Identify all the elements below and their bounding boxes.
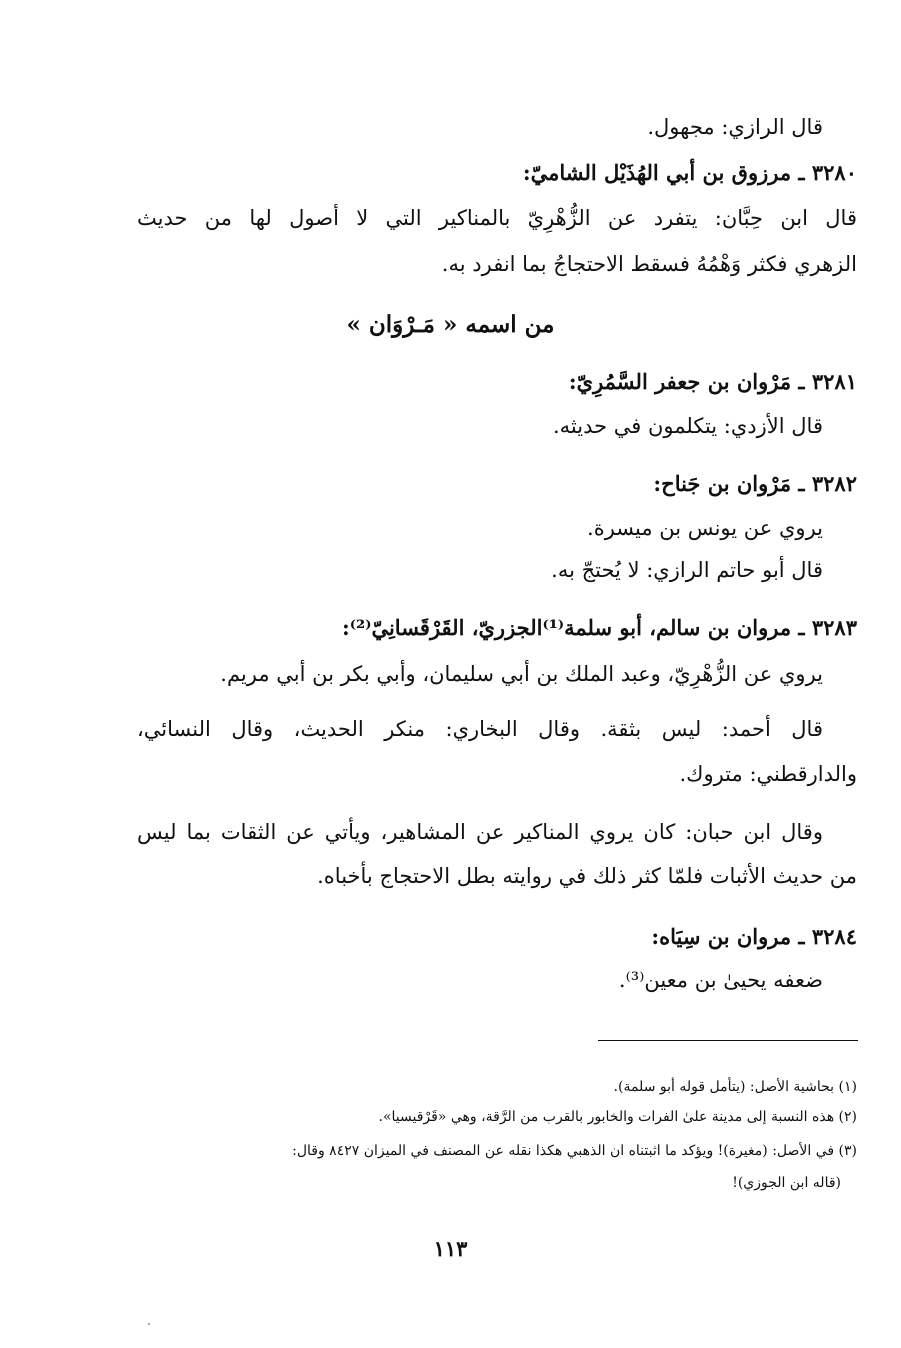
footnote-3: (٣) في الأصل: (مغيرة)! ويؤكد ما اثبتناه ان الذهبي هكذا نقله عن المصنف في الميزان ٨٤٢٧ وقال:: [292, 1143, 857, 1159]
entry-3283-text-line-4: وقال ابن حبان: كان يروي المناكير عن المشاهير، ويأتي عن الثقات بما ليس: [137, 820, 823, 844]
entry-3283-text-line-5: من حديث الأثبات فلمّا كثر ذلك في روايته بطل الاحتجاج بأخباه.: [317, 864, 857, 888]
entry-3280-heading: ٣٢٨٠ ـ مرزوق بن أبي الهُذَيْل الشاميّ:: [522, 160, 857, 185]
footnote-1: (١) بحاشية الأصل: (يتأمل قوله أبو سلمة).: [613, 1079, 857, 1095]
entry-3283-heading: ٣٢٨٣ ـ مروان بن سالم، أبو سلمة⁽¹⁾الجزريّ، القَرْقَسانِيّ⁽²⁾:: [341, 615, 857, 640]
scan-speck: [148, 1323, 150, 1325]
entry-3279-verdict: قال الرازي: مجهول.: [647, 115, 823, 139]
page-number: ١١٣: [433, 1236, 468, 1261]
entry-3282-heading: ٣٢٨٢ ـ مَرْوان بن جَناح:: [653, 471, 857, 496]
entry-3281-text: قال الأزدي: يتكلمون في حديثه.: [552, 414, 823, 438]
entry-3284-heading: ٣٢٨٤ ـ مروان بن سِيَاه:: [651, 924, 857, 949]
entry-3282-text-line-2: قال أبو حاتم الرازي: لا يُحتجّ به.: [551, 558, 823, 582]
entry-3283-text-line-3: والدارقطني: متروك.: [679, 762, 857, 786]
footnote-divider: [598, 1040, 858, 1041]
entry-3283-text-line-1: يروي عن الزُّهْرِيّ، وعبد الملك بن أبي سليمان، وأبي بكر بن أبي مريم.: [220, 662, 823, 686]
footnote-3-continued: (قاله ابن الجوزي)!: [732, 1175, 841, 1191]
entry-3284-text: ضعفه يحيىٰ بن معين⁽³⁾.: [618, 968, 823, 992]
entry-3280-text-line-1: قال ابن حِبَّان: يتفرد عن الزُّهْرِيّ بالمناكير التي لا أصول لها من حديث: [137, 206, 857, 230]
entry-3282-text-line-1: يروي عن يونس بن ميسرة.: [587, 516, 823, 540]
section-heading: من اسمه « مَـرْوَان »: [346, 311, 555, 338]
footnote-2: (٢) هذه النسبة إلى مدينة علىٰ الفرات والخابور بالقرب من الرَّقة، وهي «قَرْقيسيا».: [378, 1109, 857, 1125]
entry-3281-heading: ٣٢٨١ ـ مَرْوان بن جعفر السَّمُرِيّ:: [568, 369, 857, 394]
entry-3280-text-line-2: الزهري فكثر وَهْمُهُ فسقط الاحتجاجُ بما انفرد به.: [441, 252, 857, 276]
entry-3283-text-line-2: قال أحمد: ليس بثقة. وقال البخاري: منكر الحديث، وقال النسائي،: [137, 717, 823, 741]
